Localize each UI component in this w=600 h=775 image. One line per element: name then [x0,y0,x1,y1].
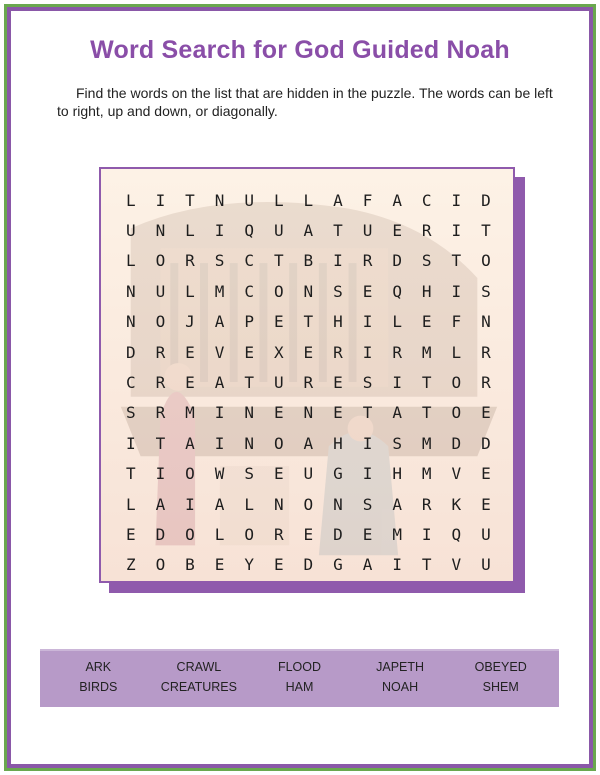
grid-letter: M [185,403,195,423]
grid-letter: V [451,555,462,575]
grid-letter: E [481,494,491,514]
grid-letter: G [333,464,343,484]
grid-letter: A [214,494,225,514]
grid-letter: V [451,464,462,484]
grid-letter: O [155,251,166,271]
grid-letter: Q [451,524,462,544]
grid-letter: Z [125,555,136,575]
grid-letter: S [244,464,254,484]
grid-letter: U [273,221,284,241]
grid-letter: I [451,281,462,301]
word-list-item: SHEM [482,680,519,694]
puzzle-grid-box [99,167,515,583]
grid-letter: E [481,464,491,484]
instructions-text: Find the words on the list that are hidden in the puzzle. The words can be left to right, up and down, or diagonally. [57,85,553,119]
grid-letter: L [185,221,195,241]
grid-letter: A [155,494,166,514]
grid-letter: J [185,312,195,332]
grid-letter: X [273,342,284,362]
grid-letter: R [155,403,166,423]
grid-letter: D [481,433,491,453]
grid-letter: E [185,373,195,393]
grid-letter: D [155,524,166,544]
grid-letter: I [362,433,373,453]
grid-letter: L [451,342,462,362]
grid-letter: B [185,555,195,575]
grid-letter: I [421,524,432,544]
grid-letter: O [155,312,166,332]
grid-letter: G [333,555,343,575]
grid-letter: E [333,373,343,393]
grid-letter: N [125,312,136,332]
grid-letter: N [303,403,314,423]
grid-letter: R [481,373,491,393]
grid-letter: V [214,342,225,362]
grid-letter: O [244,524,254,544]
grid-letter: I [214,221,225,241]
grid-letter: P [244,312,254,332]
word-list-item: ARK [85,660,112,674]
grid-letter: M [214,281,225,301]
grid-letter: S [362,494,373,514]
grid-letter: R [303,373,314,393]
grid-letter: O [185,464,195,484]
grid-letter: A [214,373,225,393]
grid-letter: L [273,190,284,210]
grid-letter: I [362,342,373,362]
grid-letter: R [273,524,284,544]
grid-letter: O [185,524,195,544]
grid-letter: T [244,373,254,393]
grid-letter: M [421,464,432,484]
grid-letter: A [392,190,402,210]
grid-letter: H [333,312,343,332]
grid-letter: A [214,312,225,332]
grid-letter: E [125,524,136,544]
grid-letter: L [392,312,402,332]
grid-letter: W [214,464,225,484]
grid-letter: R [362,251,373,271]
grid-letter: C [421,190,432,210]
grid-letter: I [155,464,166,484]
word-list-box [40,649,559,707]
grid-letter: D [125,342,136,362]
grid-letter: R [155,342,166,362]
grid-letter: F [362,190,373,210]
grid-letter: E [214,555,225,575]
grid-letter: E [244,342,254,362]
grid-letter: I [392,555,402,575]
grid-letter: C [244,281,254,301]
word-list-item: BIRDS [79,680,118,694]
grid-letter: T [125,464,136,484]
grid-letter: D [303,555,314,575]
grid-letter: N [333,494,343,514]
grid-letter: Q [244,221,254,241]
word-list-item: OBEYED [474,660,527,674]
grid-letter: R [392,342,402,362]
grid-letter: A [185,433,195,453]
word-list-item: HAM [285,680,314,694]
grid-letter: A [303,221,314,241]
grid-letter: H [421,281,432,301]
grid-letter: D [451,433,462,453]
grid-letter: N [214,190,225,210]
grid-letter: I [333,251,343,271]
grid-letter: O [451,373,462,393]
grid-letter: N [155,221,166,241]
grid-letter: L [125,251,136,271]
grid-letter: A [392,494,402,514]
grid-letter: D [481,190,491,210]
grid-letter: N [303,281,314,301]
grid-letter: R [421,494,432,514]
grid-letter: E [362,524,373,544]
grid-letter: I [214,433,225,453]
grid-letter: E [273,403,284,423]
word-list-item: FLOOD [277,660,322,674]
grid-letter: N [244,403,254,423]
grid-letter: R [333,342,343,362]
grid-letter: T [155,433,166,453]
grid-letter: D [333,524,343,544]
grid-letter: S [481,281,491,301]
grid-letter: E [481,403,491,423]
grid-letter: E [273,312,284,332]
grid-letter: L [244,494,254,514]
grid-letter: L [303,190,314,210]
grid-letter: R [155,373,166,393]
grid-letter: I [155,190,166,210]
grid-letter: S [214,251,225,271]
grid-letter: O [481,251,491,271]
grid-letter: A [362,555,373,575]
grid-letter: I [362,464,373,484]
grid-letter: T [362,403,373,423]
grid-letter: R [421,221,432,241]
grid-letter: U [273,373,284,393]
grid-letter: E [273,555,284,575]
grid-letter: O [273,433,284,453]
grid-letter: T [273,251,284,271]
grid-letter: I [185,494,195,514]
grid-letter: H [333,433,343,453]
letter-grid [116,185,501,580]
word-list-item: CRAWL [176,660,222,674]
grid-letter: S [392,433,402,453]
grid-letter: I [362,312,373,332]
grid-letter: Y [244,555,254,575]
grid-letter: U [155,281,166,301]
grid-letter: T [185,190,195,210]
grid-letter: L [125,494,136,514]
grid-letter: S [333,281,343,301]
grid-letter: U [125,221,136,241]
grid-letter: I [214,403,225,423]
grid-letter: C [125,373,136,393]
grid-letter: H [392,464,402,484]
grid-letter: O [303,494,314,514]
grid-letter: A [392,403,402,423]
grid-letter: E [362,281,373,301]
grid-letter: T [481,221,491,241]
grid-letter: N [244,433,254,453]
grid-letter: M [421,433,432,453]
grid-letter: I [451,190,462,210]
grid-letter: U [362,221,373,241]
grid-letter: T [451,251,462,271]
grid-letter: N [481,312,491,332]
page-title: Word Search for God Guided Noah [90,36,510,64]
word-list-item: JAPETH [376,660,425,674]
grid-letter: B [303,251,314,271]
grid-letter: C [244,251,254,271]
grid-letter: E [303,342,314,362]
grid-letter: E [333,403,343,423]
grid-letter: O [451,403,462,423]
grid-letter: S [362,373,373,393]
grid-letter: E [303,524,314,544]
grid-letter: M [421,342,432,362]
grid-letter: O [273,281,284,301]
grid-letter: N [125,281,136,301]
grid-letter: E [421,312,432,332]
word-list-item: CREATURES [160,680,237,694]
grid-letter: L [214,524,225,544]
grid-letter: E [392,221,402,241]
grid-letter: T [333,221,343,241]
grid-letter: R [185,251,195,271]
grid-letter: I [125,433,136,453]
grid-letter: L [125,190,136,210]
grid-letter: A [303,433,314,453]
grid-letter: E [273,464,284,484]
grid-letter: A [333,190,343,210]
grid-letter: S [421,251,432,271]
grid-letter: D [392,251,402,271]
grid-letter: I [451,221,462,241]
grid-letter: T [421,555,432,575]
grid-letter: L [185,281,195,301]
grid-letter: K [451,494,462,514]
grid-letter: M [392,524,402,544]
grid-letter: R [481,342,491,362]
grid-letter: T [303,312,314,332]
grid-letter: U [303,464,314,484]
grid-letter: I [392,373,402,393]
grid-letter: O [155,555,166,575]
grid-letter: Q [392,281,402,301]
word-list-item: NOAH [382,680,419,694]
grid-letter: U [481,555,491,575]
grid-letter: N [273,494,284,514]
grid-letter: T [421,373,432,393]
grid-letter: S [125,403,136,423]
grid-letter: T [421,403,432,423]
grid-letter: F [451,312,462,332]
grid-letter: E [185,342,195,362]
grid-letter: U [481,524,491,544]
grid-letter: U [244,190,254,210]
